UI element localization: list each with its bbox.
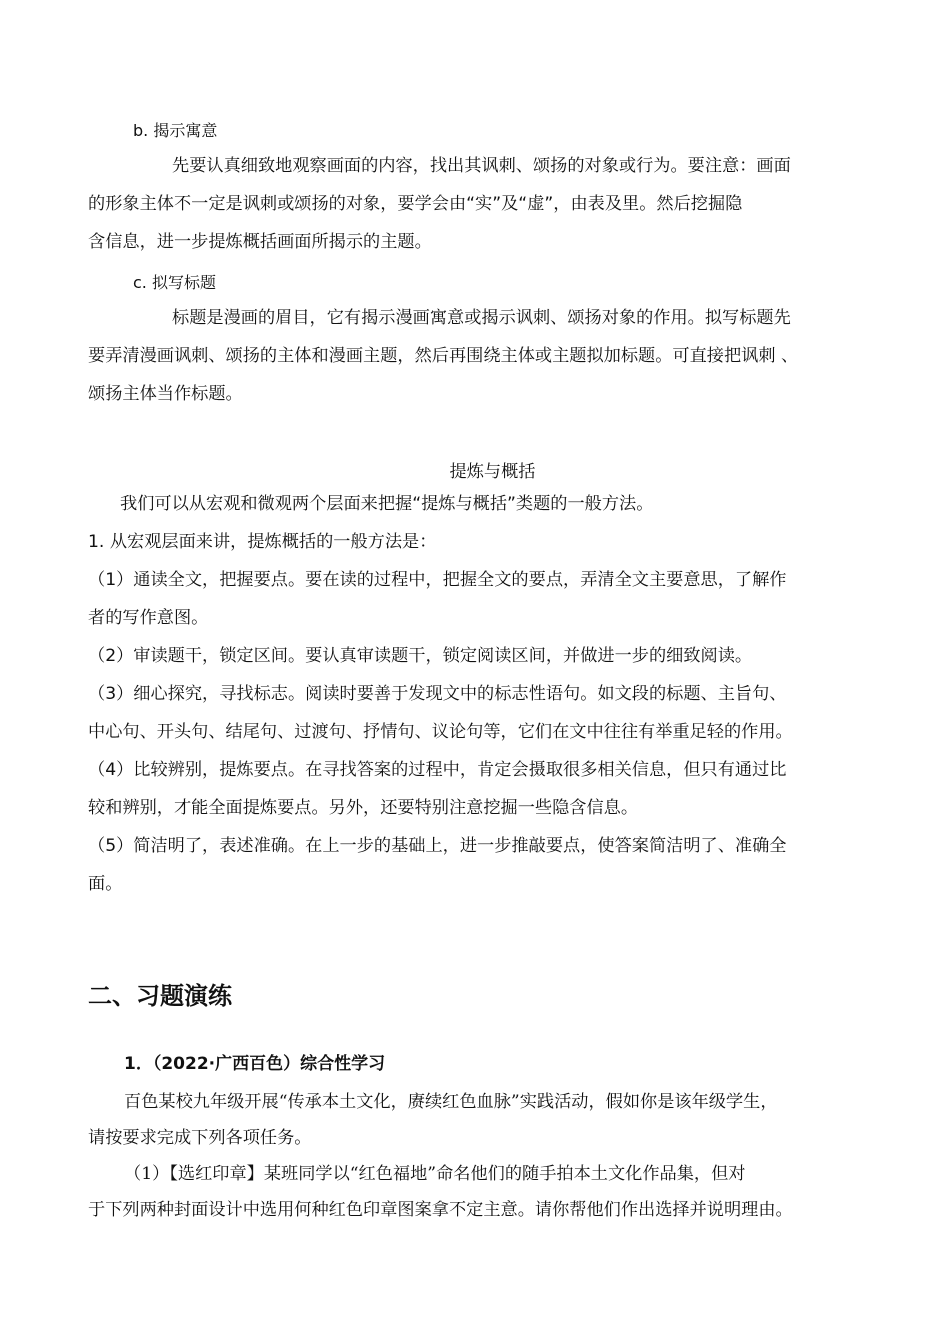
section-heading: 二、习题演练 <box>88 982 232 1010</box>
refine-point-1: 1. 从宏观层面来讲，提炼概括的一般方法是： <box>88 532 437 552</box>
section-c-line-3: 颂扬主体当作标题。 <box>88 384 243 404</box>
section-c-line-2: 要弄清漫画讽刺、颂扬的主体和漫画主题，然后再围绕主体或主题拟加标题。可直接把讽刺 、 <box>88 346 799 366</box>
section-b-line-1: 先要认真细致地观察画面的内容，找出其讽刺、颂扬的对象或行为。要注意：画面 <box>172 156 791 176</box>
refine-line-1: （1）通读全文，把握要点。要在读的过程中，把握全文的要点，弄清全文主要意思，了解作 <box>88 570 787 590</box>
section-b-line-3: 含信息，进一步提炼概括画面所揭示的主题。 <box>88 232 432 252</box>
refine-intro: 我们可以从宏观和微观两个层面来把握“提炼与概括”类题的一般方法。 <box>120 494 654 514</box>
refine-line-2: 者的写作意图。 <box>88 608 209 628</box>
question-1-title: 1．（2022·广西百色）综合性学习 <box>124 1054 386 1074</box>
section-b-label: b. 揭示寓意 <box>133 121 218 140</box>
question-1-line-1: 百色某校九年级开展“传承本土文化，赓续红色血脉”实践活动，假如你是该年级学生， <box>124 1092 778 1112</box>
section-c-line-1: 标题是漫画的眉目，它有揭示漫画寓意或揭示讽刺、颂扬对象的作用。拟写标题先 <box>172 308 791 328</box>
refine-line-8: （5）简洁明了，表述准确。在上一步的基础上，进一步推敲要点，使答案简洁明了、准确全 <box>88 836 787 856</box>
section-b-line-2: 的形象主体不一定是讽刺或颂扬的对象，要学会由“实”及“虚”，由表及里。然后挖掘隐 <box>88 194 743 214</box>
refine-line-3: （2）审读题干，锁定区间。要认真审读题干，锁定阅读区间，并做进一步的细致阅读。 <box>88 646 753 666</box>
refine-title: 提炼与概括 <box>449 462 536 482</box>
question-1-line-2: 请按要求完成下列各项任务。 <box>88 1128 312 1148</box>
question-1-line-4: 于下列两种封面设计中选用何种红色印章图案拿不定主意。请你帮他们作出选择并说明理由。 <box>88 1200 793 1220</box>
refine-line-6: （4）比较辨别，提炼要点。在寻找答案的过程中，肯定会摄取很多相关信息，但只有通过比 <box>88 760 787 780</box>
refine-line-5: 中心句、开头句、结尾句、过渡句、抒情句、议论句等，它们在文中往往有举重足轻的作用。 <box>88 722 793 742</box>
refine-line-9: 面。 <box>88 874 123 894</box>
section-c-label: c. 拟写标题 <box>133 273 216 292</box>
question-1-line-3: （1）【选红印章】某班同学以“红色福地”命名他们的随手拍本土文化作品集，但对 <box>124 1164 746 1184</box>
refine-line-7: 较和辨别，才能全面提炼要点。另外，还要特别注意挖掘一些隐含信息。 <box>88 798 639 818</box>
refine-line-4: （3）细心探究，寻找标志。阅读时要善于发现文中的标志性语句。如文段的标题、主旨句、 <box>88 684 787 704</box>
